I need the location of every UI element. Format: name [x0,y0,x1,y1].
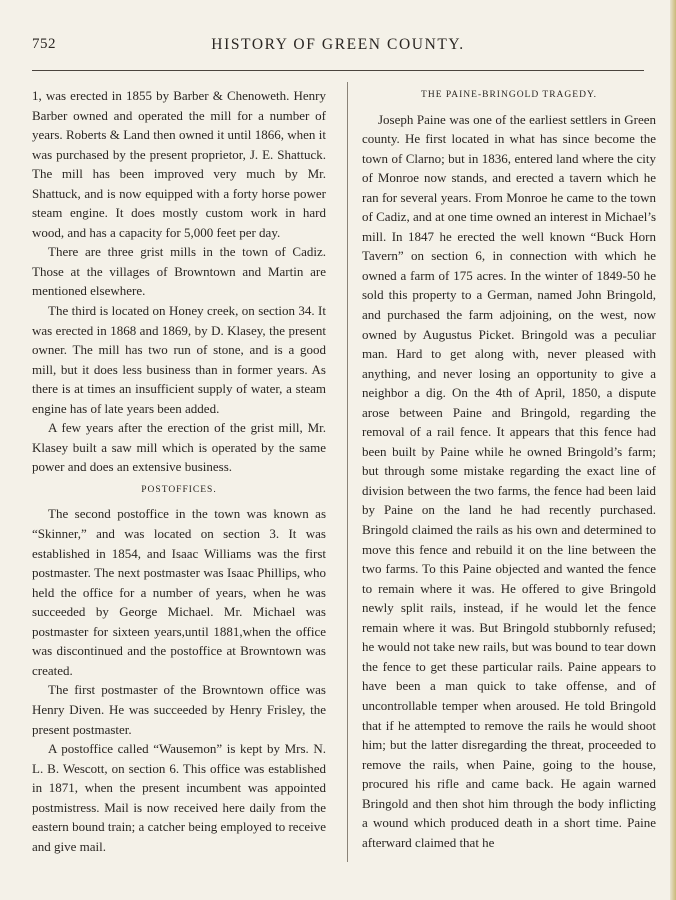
paragraph: A postoffice called “Wausemon” is kept by Mrs. N. L. B. Wescott, on section 6. This office was established in 1871, when the present incumbent was appointed postmistress. Mail is now received here daily from the eastern bound train; a catcher being employed to receive and give mail. [32,741,326,854]
page-header [32,36,644,56]
page-edge [670,0,676,900]
left-column [32,86,326,856]
paragraph: The first postmaster of the Browntown office was Henry Diven. He was succeeded by Henry Frisley, the present postmaster. [32,682,326,737]
running-head: HISTORY OF GREEN COUNTY. [211,36,465,53]
paragraph: There are three grist mills in the town of Cadiz. Those at the villages of Browntown and Martin are mentioned elsewhere. [32,244,326,299]
page-number: 752 [32,36,56,52]
column-divider [347,82,348,862]
header-rule [32,70,644,71]
paragraph: 1, was erected in 1855 by Barber & Chenoweth. Henry Barber owned and operated the mill for a number of years. Roberts & Land then owned it until 1866, when it was purchased by the present proprietor, J. E. Shattuck. The mill has been improved very much by Mr. Shattuck, and is now equipped with a forty horse power steam engine. It does mostly custom work in hard wood, and has a capacity for 5,000 feet per day. [32,88,326,240]
paragraph: The second postoffice in the town was known as “Skinner,” and was located on section 3. It was established in 1854, and Isaac Williams was the first postmaster. The next postmaster was Isaac Phillips, who held the office for a number of years, when he was succeeded by George Michael. Mr. Michael was postmaster for sixteen years,until 1881,when the office was discontinued and the postoffice at Browntown was created. [32,506,326,678]
paragraph: Joseph Paine was one of the earliest settlers in Green county. He first located in what has since become the town of Clarno; but in 1836, entered land where the city of Monroe now stands, and erected a tavern which he ran for several years. From Monroe he came to the town of Cadiz, and at one time owned an interest in Michael’s mill. In 1847 he erected the well known “Buck Horn Tavern” on section 6, in connection with which he owned a farm of 175 acres. In the winter of 1849-50 he sold this property to a German, named John Bringold, and purchased the farm adjoining, on the west, now owned by Augustus Picket. Bringold was a peculiar man. Hard to get along with, never pleased with anything, and never losing an opportunity to give a neighbor a dig. On the 4th of April, 1850, a dispute arose between Paine and Bringold, regarding the removal of a rail fence. It appears that this fence had been built by Paine while he owned Bringold’s farm; but through some mistake regarding the exact line of division between the two farms, the fence had been laid by Paine on the land he had recently purchased. Bringold claimed the rails as his own and determined to move this fence and rebuild it on the line between the two farms. To this Paine objected and wanted the fence to remain where it was. He offered to give Bringold newly split rails, instead, if he would let the fence remain where it was. But Bringold stubbornly refused; he would not take new rails, but was bound to tear down the fence to get these particular rails. Paine appears to have been a man quick to take offense, and of uncontrollable temper when aroused. He told Bringold that if he attempted to remove the rails he would shoot him; but the latter disregarding the threat, proceeded to remove the rails, when Paine, going to the house, procured his rifle and came back. He again warned Bringold and then shot him through the body inflicting a wound which produced death in a short time. Paine afterward claimed that he [362,111,656,850]
paragraph: A few years after the erection of the grist mill, Mr. Klasey built a saw mill which is operated by the same power and does an extensive business. [32,420,326,475]
right-column [362,86,656,852]
section-heading-tragedy: THE PAINE-BRINGOLD TRAGEDY. [421,90,597,100]
section-heading-postoffices: POSTOFFICES. [141,484,217,495]
paragraph: The third is located on Honey creek, on section 34. It was erected in 1868 and 1869, by D. Klasey, the present owner. The mill has two run of stone, and is a good mill, but it does less business than in former years. As there is at times an insufficient supply of water, a steam engine has of late years been added. [32,303,326,416]
